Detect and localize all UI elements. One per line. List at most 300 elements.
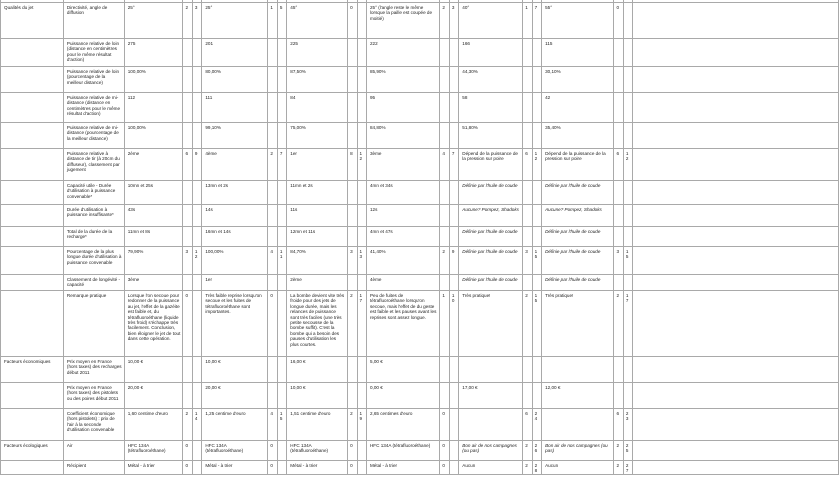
total-cell	[357, 205, 366, 227]
score-cell: 8	[348, 149, 357, 181]
score-cell	[348, 123, 357, 149]
score-cell: 6	[614, 409, 623, 441]
total-cell	[277, 123, 286, 149]
score-cell	[523, 93, 532, 123]
criterion-cell: Total de la durée de la recharge*	[63, 227, 124, 247]
total-cell	[192, 67, 201, 93]
value-cell: 3ème	[124, 275, 183, 291]
value-cell	[542, 357, 614, 383]
total-cell	[532, 227, 541, 247]
score-cell: 6	[183, 149, 192, 181]
total-cell	[532, 181, 541, 205]
criterion-cell: Puissance relative de mi-distance (pourcentage de la meilleur distance)	[63, 123, 124, 149]
total-cell: 7	[277, 149, 286, 181]
score-cell	[614, 39, 623, 67]
total-cell	[532, 275, 541, 291]
value-cell: Définie par l'huile de coude	[459, 247, 523, 275]
empty-cell	[633, 67, 839, 93]
score-cell	[614, 205, 623, 227]
total-cell	[192, 181, 201, 205]
value-cell: 84,80%	[366, 123, 439, 149]
value-cell: 275	[124, 39, 183, 67]
value-cell: 17,00 €	[459, 383, 523, 409]
empty-cell	[633, 441, 839, 461]
score-cell	[268, 181, 277, 205]
score-cell	[440, 357, 449, 383]
value-cell: 79,90%	[124, 247, 183, 275]
total-cell: 25	[623, 441, 632, 461]
score-cell: 2	[440, 3, 449, 39]
score-cell	[183, 67, 192, 93]
value-cell: 112	[124, 93, 183, 123]
score-cell	[268, 39, 277, 67]
score-cell: 0	[183, 441, 192, 461]
total-cell: 10	[449, 291, 458, 357]
empty-cell	[633, 93, 839, 123]
value-cell: 87,50%	[287, 67, 348, 93]
empty-cell	[633, 409, 839, 441]
value-cell: 2ème	[124, 149, 183, 181]
total-cell	[449, 383, 458, 409]
score-cell: 3	[183, 247, 192, 275]
total-cell	[357, 383, 366, 409]
score-cell: 0	[440, 461, 449, 475]
score-cell: 0	[348, 3, 357, 39]
value-cell: 1,25 centime d'euro	[202, 409, 268, 441]
score-cell: 4	[268, 247, 277, 275]
value-cell: 99,10%	[202, 123, 268, 149]
total-cell: 15	[532, 291, 541, 357]
total-cell	[277, 181, 286, 205]
value-cell: Peu de fuites de tétrafluoroéthane lorsqu'on secoue, mais l'effet de du geste est faible et les pauses avant les reprises sont assez longue.	[366, 291, 439, 357]
score-cell: 2	[523, 291, 532, 357]
table-row	[1, 461, 839, 475]
value-cell: 25°	[124, 3, 183, 39]
total-cell: 13	[357, 247, 366, 275]
value-cell: Définie par l'huile de coude	[542, 181, 614, 205]
total-cell	[192, 291, 201, 357]
score-cell	[268, 227, 277, 247]
score-cell	[440, 123, 449, 149]
total-cell	[532, 205, 541, 227]
total-cell	[192, 275, 201, 291]
table-body	[1, 0, 839, 475]
value-cell: Dépend de la puissance de la pression sur poire	[542, 149, 614, 181]
score-cell	[440, 39, 449, 67]
total-cell	[357, 275, 366, 291]
table-row	[1, 291, 839, 357]
total-cell	[357, 67, 366, 93]
category-cell	[1, 181, 64, 205]
score-cell: 2	[268, 149, 277, 181]
value-cell: 10,00 €	[124, 357, 183, 383]
total-cell	[277, 227, 286, 247]
value-cell: 12s	[366, 205, 439, 227]
score-cell	[268, 357, 277, 383]
value-cell: Métal - à trier	[202, 461, 268, 475]
value-cell: Dépend de la puissance de la pression sur poire	[459, 149, 523, 181]
empty-cell	[633, 461, 839, 475]
empty-cell	[633, 39, 839, 67]
score-cell: 2	[348, 291, 357, 357]
score-cell: 2	[614, 441, 623, 461]
category-cell: Facteurs économiques	[1, 357, 64, 383]
score-cell: 3	[614, 247, 623, 275]
value-cell: 80,00%	[202, 67, 268, 93]
value-cell: 1er	[202, 275, 268, 291]
table-row	[1, 3, 839, 39]
score-cell	[348, 227, 357, 247]
score-cell: 2	[523, 461, 532, 475]
total-cell	[357, 181, 366, 205]
value-cell: 11s	[287, 205, 348, 227]
value-cell: 84	[287, 93, 348, 123]
score-cell	[523, 275, 532, 291]
value-cell: 30,10%	[542, 67, 614, 93]
total-cell	[192, 441, 201, 461]
score-cell	[183, 357, 192, 383]
value-cell: Métal - à trier	[124, 461, 183, 475]
total-cell	[192, 39, 201, 67]
value-cell: Bon air de nos campagnes (ou pas)	[459, 441, 523, 461]
score-cell: 0	[348, 441, 357, 461]
score-cell: 0	[268, 441, 277, 461]
total-cell	[277, 461, 286, 475]
score-cell: 0	[440, 409, 449, 441]
total-cell	[449, 205, 458, 227]
score-cell	[440, 93, 449, 123]
empty-cell	[633, 205, 839, 227]
value-cell: 3ème	[366, 149, 439, 181]
total-cell: 12	[357, 149, 366, 181]
total-cell: 17	[357, 291, 366, 357]
score-cell	[614, 227, 623, 247]
value-cell: 16,00 €	[287, 357, 348, 383]
value-cell: 20,00 €	[124, 383, 183, 409]
table-row	[1, 67, 839, 93]
score-cell: 2	[614, 291, 623, 357]
total-cell	[532, 67, 541, 93]
value-cell: Très pratique!	[542, 291, 614, 357]
criterion-cell: Puissance relative de loin (pourcentage de la meilleur distance)	[63, 67, 124, 93]
value-cell: 25°	[202, 3, 268, 39]
total-cell	[623, 3, 632, 39]
total-cell: 15	[277, 409, 286, 441]
value-cell: Très faible reprise lorsqu'on secoue et les fuites de tétrafluoroéthane sont importantes.	[202, 291, 268, 357]
value-cell: 166	[459, 39, 523, 67]
value-cell	[459, 357, 523, 383]
value-cell: Métal - à trier	[287, 461, 348, 475]
score-cell: 3	[348, 247, 357, 275]
score-cell	[440, 205, 449, 227]
score-cell	[523, 39, 532, 67]
value-cell: 100,00%	[202, 247, 268, 275]
score-cell: 0	[614, 3, 623, 39]
score-cell	[183, 205, 192, 227]
value-cell: 58	[459, 93, 523, 123]
table-row	[1, 205, 839, 227]
value-cell: HFC 134A (tétrafluoroéthane)	[287, 441, 348, 461]
total-cell	[449, 357, 458, 383]
score-cell: 2	[348, 409, 357, 441]
criterion-cell: Récipient	[63, 461, 124, 475]
value-cell: 10,00 €	[287, 383, 348, 409]
total-cell	[449, 409, 458, 441]
score-cell	[348, 39, 357, 67]
total-cell	[623, 123, 632, 149]
score-cell: 4	[268, 409, 277, 441]
empty-cell	[633, 383, 839, 409]
total-cell: 19	[357, 409, 366, 441]
value-cell	[459, 409, 523, 441]
score-cell	[523, 383, 532, 409]
value-cell: 1,60 centime d'euro	[124, 409, 183, 441]
value-cell: 0,00 €	[366, 383, 439, 409]
total-cell	[623, 39, 632, 67]
value-cell: 43s	[124, 205, 183, 227]
value-cell: 4mn et 47s	[366, 227, 439, 247]
score-cell: 1	[440, 291, 449, 357]
score-cell	[268, 383, 277, 409]
table-row	[1, 227, 839, 247]
score-cell	[614, 123, 623, 149]
score-cell	[523, 181, 532, 205]
total-cell	[623, 93, 632, 123]
category-cell	[1, 275, 64, 291]
table-row	[1, 93, 839, 123]
value-cell: Définie par l'huile de coude	[542, 247, 614, 275]
total-cell	[532, 123, 541, 149]
total-cell: 7	[532, 3, 541, 39]
value-cell: 100,00%	[124, 67, 183, 93]
total-cell: 5	[277, 3, 286, 39]
score-cell	[523, 123, 532, 149]
value-cell: 12mn et 11s	[287, 227, 348, 247]
criterion-cell: Puissance relative de loin (distance en centimètres pour le même résultat d'action)	[63, 39, 124, 67]
total-cell	[623, 275, 632, 291]
value-cell: 5,00 €	[366, 357, 439, 383]
score-cell	[348, 181, 357, 205]
score-cell	[440, 227, 449, 247]
score-cell	[614, 181, 623, 205]
category-cell	[1, 461, 64, 475]
score-cell	[614, 357, 623, 383]
criterion-cell: Durée d'utilisation à puissance insuffisante*	[63, 205, 124, 227]
score-cell	[348, 67, 357, 93]
score-cell: 2	[183, 3, 192, 39]
score-cell	[440, 67, 449, 93]
value-cell: 41,40%	[366, 247, 439, 275]
category-cell	[1, 383, 64, 409]
value-cell: La bombe devient vite très froide pour des jets de longue durée, mais les relances de puissance sont très faciles (une très petite secousse de la bombe suffit). C'est la bombe qui a besoin des pauses d'utilisation les plus courtes.	[287, 291, 348, 357]
value-cell: 25° (l'angle reste le même lorsque la paille est coupée de moitié)	[366, 3, 439, 39]
value-cell: 12,00 €	[542, 383, 614, 409]
score-cell	[183, 93, 192, 123]
total-cell	[623, 205, 632, 227]
score-cell	[614, 67, 623, 93]
score-cell	[614, 93, 623, 123]
value-cell: Définie par l'huile de coude	[459, 181, 523, 205]
total-cell	[192, 123, 201, 149]
criterion-cell: Puissance relative de mi-distance (distance en centimètres pour le même résultat d'action)	[63, 93, 124, 123]
score-cell: 0	[268, 461, 277, 475]
total-cell	[449, 93, 458, 123]
total-cell	[449, 461, 458, 475]
score-cell	[523, 227, 532, 247]
score-cell	[348, 205, 357, 227]
score-cell	[348, 357, 357, 383]
total-cell	[277, 275, 286, 291]
score-cell: 1	[523, 3, 532, 39]
category-cell	[1, 205, 64, 227]
total-cell: 9	[449, 247, 458, 275]
category-cell	[1, 67, 64, 93]
value-cell: HFC 134A (tétrafluoroéthane)	[124, 441, 183, 461]
value-cell: 35,40%	[542, 123, 614, 149]
criterion-cell: Remarque pratique	[63, 291, 124, 357]
value-cell: Métal - à trier	[366, 461, 439, 475]
total-cell	[357, 227, 366, 247]
score-cell	[614, 383, 623, 409]
value-cell: 115	[542, 39, 614, 67]
value-cell: 10,00 €	[202, 357, 268, 383]
value-cell: 100,00%	[124, 123, 183, 149]
value-cell: 13mn et 2s	[202, 181, 268, 205]
total-cell	[449, 181, 458, 205]
total-cell: 11	[277, 247, 286, 275]
score-cell: 2	[523, 441, 532, 461]
value-cell: Aucun	[459, 461, 523, 475]
score-cell: 6	[523, 409, 532, 441]
total-cell: 28	[532, 461, 541, 475]
total-cell	[449, 227, 458, 247]
score-cell	[268, 275, 277, 291]
value-cell: 51,80%	[459, 123, 523, 149]
total-cell	[192, 93, 201, 123]
score-cell	[348, 275, 357, 291]
value-cell: 55°	[542, 3, 614, 39]
empty-cell	[633, 291, 839, 357]
score-cell	[183, 227, 192, 247]
score-cell	[440, 383, 449, 409]
score-cell	[183, 39, 192, 67]
value-cell: Aucune? Pompez, Shadoks	[459, 205, 523, 227]
total-cell	[357, 3, 366, 39]
total-cell: 14	[192, 409, 201, 441]
score-cell: 0	[183, 291, 192, 357]
value-cell: 2,65 centimes d'euro	[366, 409, 439, 441]
total-cell	[277, 93, 286, 123]
score-cell	[440, 181, 449, 205]
value-cell: Définie par l'huile de coude	[459, 227, 523, 247]
total-cell: 12	[623, 149, 632, 181]
total-cell	[277, 357, 286, 383]
empty-cell	[633, 247, 839, 275]
value-cell: 1er	[287, 149, 348, 181]
value-cell: HFC 134A (tétrafluoroéthane)	[366, 441, 439, 461]
empty-cell	[633, 149, 839, 181]
value-cell: 75,00%	[287, 123, 348, 149]
total-cell	[449, 67, 458, 93]
total-cell	[357, 461, 366, 475]
empty-cell	[633, 227, 839, 247]
score-cell	[348, 93, 357, 123]
value-cell: Définie par l'huile de coude	[459, 275, 523, 291]
total-cell	[357, 357, 366, 383]
score-cell	[523, 357, 532, 383]
value-cell: 45°	[287, 3, 348, 39]
total-cell	[357, 123, 366, 149]
category-cell	[1, 39, 64, 67]
category-cell	[1, 123, 64, 149]
score-cell: 0	[348, 461, 357, 475]
value-cell: 40°	[459, 3, 523, 39]
total-cell: 15	[532, 247, 541, 275]
score-cell: 0	[440, 441, 449, 461]
score-cell	[614, 275, 623, 291]
table-row	[1, 275, 839, 291]
score-cell	[268, 67, 277, 93]
score-cell	[268, 93, 277, 123]
total-cell	[449, 39, 458, 67]
table-row	[1, 149, 839, 181]
score-cell: 3	[523, 247, 532, 275]
total-cell: 9	[192, 149, 201, 181]
table-row	[1, 39, 839, 67]
total-cell	[357, 441, 366, 461]
table-row	[1, 409, 839, 441]
criterion-cell: Prix moyen en France (hors taxes) des recharges début 2011	[63, 357, 124, 383]
value-cell: 44,30%	[459, 67, 523, 93]
total-cell	[532, 357, 541, 383]
total-cell	[192, 461, 201, 475]
value-cell: 11mn et 2s	[287, 181, 348, 205]
value-cell: 16mn et 14s	[202, 227, 268, 247]
total-cell: 17	[623, 291, 632, 357]
score-cell	[183, 383, 192, 409]
score-cell	[523, 67, 532, 93]
table-row	[1, 181, 839, 205]
score-cell	[348, 383, 357, 409]
total-cell: 26	[532, 441, 541, 461]
score-cell: 2	[440, 247, 449, 275]
criterion-cell: Air	[63, 441, 124, 461]
total-cell	[623, 67, 632, 93]
total-cell	[192, 205, 201, 227]
value-cell: Définie par l'huile de coude	[542, 227, 614, 247]
total-cell	[623, 227, 632, 247]
table-row	[1, 123, 839, 149]
score-cell	[268, 123, 277, 149]
total-cell	[449, 275, 458, 291]
category-cell	[1, 149, 64, 181]
value-cell: 222	[366, 39, 439, 67]
empty-cell	[633, 357, 839, 383]
table-row	[1, 383, 839, 409]
score-cell	[440, 275, 449, 291]
total-cell	[277, 67, 286, 93]
total-cell	[532, 39, 541, 67]
criterion-cell: Puissance relative à distance de tir (à 20cm du diffuseur), classement par jugement	[63, 149, 124, 181]
value-cell: Aucun	[542, 461, 614, 475]
total-cell	[357, 93, 366, 123]
category-cell	[1, 291, 64, 357]
criterion-cell: Directivité, angle de diffusion	[63, 3, 124, 39]
category-cell	[1, 227, 64, 247]
score-cell: 4	[440, 149, 449, 181]
total-cell	[532, 383, 541, 409]
total-cell	[192, 357, 201, 383]
